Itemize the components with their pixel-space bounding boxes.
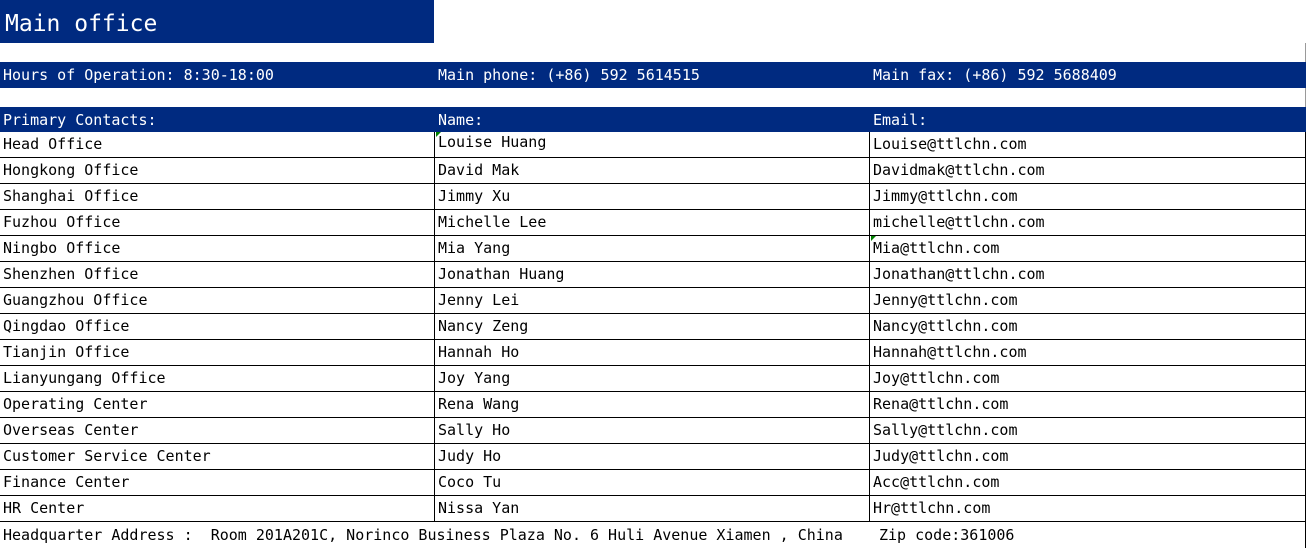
table-row xyxy=(0,340,1306,366)
table-row xyxy=(0,444,1306,470)
email-cell[interactable]: Nancy@ttlchn.com xyxy=(870,314,1306,339)
table-row xyxy=(0,288,1306,314)
email-cell[interactable]: Joy@ttlchn.com xyxy=(870,366,1306,391)
name-cell[interactable]: Judy Ho xyxy=(435,444,870,469)
comment-indicator-icon xyxy=(871,236,876,241)
table-row xyxy=(0,392,1306,418)
name-cell[interactable]: Rena Wang xyxy=(435,392,870,417)
office-cell[interactable]: Operating Center xyxy=(0,392,435,417)
name-cell[interactable]: Nancy Zeng xyxy=(435,314,870,339)
email-cell[interactable]: Jimmy@ttlchn.com xyxy=(870,184,1306,209)
table-row xyxy=(0,158,1306,184)
email-cell[interactable]: Acc@ttlchn.com xyxy=(870,470,1306,495)
email-cell[interactable]: Hannah@ttlchn.com xyxy=(870,340,1306,365)
table-row xyxy=(0,132,1306,158)
table-row xyxy=(0,470,1306,496)
name-cell[interactable]: Jimmy Xu xyxy=(435,184,870,209)
email-cell[interactable]: Rena@ttlchn.com xyxy=(870,392,1306,417)
name-cell[interactable]: Hannah Ho xyxy=(435,340,870,365)
fax-cell[interactable]: Main fax: (+86) 592 5688409 xyxy=(873,66,1117,84)
table-row xyxy=(0,418,1306,444)
name-cell[interactable]: Sally Ho xyxy=(435,418,870,443)
email-cell[interactable]: Sally@ttlchn.com xyxy=(870,418,1306,443)
comment-indicator-icon xyxy=(436,132,441,137)
email-cell[interactable]: Hr@ttlchn.com xyxy=(870,496,1306,521)
name-cell[interactable]: Louise Huang xyxy=(435,132,870,157)
contacts-table xyxy=(0,132,1306,522)
office-cell[interactable]: Fuzhou Office xyxy=(0,210,435,235)
name-cell[interactable]: Nissa Yan xyxy=(435,496,870,521)
name-cell[interactable]: Joy Yang xyxy=(435,366,870,391)
headquarter-address[interactable]: Headquarter Address : Room 201A201C, Norinco Business Plaza No. 6 Huli Avenue Xiamen , China Zip code:361006 xyxy=(0,522,1306,548)
email-cell[interactable]: Davidmak@ttlchn.com xyxy=(870,158,1306,183)
office-cell[interactable]: Shanghai Office xyxy=(0,184,435,209)
email-cell[interactable]: Judy@ttlchn.com xyxy=(870,444,1306,469)
name-cell[interactable]: David Mak xyxy=(435,158,870,183)
hours-cell[interactable]: Hours of Operation: 8:30-18:00 xyxy=(3,66,274,84)
office-cell[interactable]: Shenzhen Office xyxy=(0,262,435,287)
name-cell[interactable]: Jonathan Huang xyxy=(435,262,870,287)
email-cell[interactable]: Jenny@ttlchn.com xyxy=(870,288,1306,313)
name-cell[interactable]: Mia Yang xyxy=(435,236,870,261)
phone-cell[interactable]: Main phone: (+86) 592 5614515 xyxy=(438,66,700,84)
office-cell[interactable]: Hongkong Office xyxy=(0,158,435,183)
email-cell[interactable]: michelle@ttlchn.com xyxy=(870,210,1306,235)
email-cell[interactable]: Jonathan@ttlchn.com xyxy=(870,262,1306,287)
office-cell[interactable]: Qingdao Office xyxy=(0,314,435,339)
table-row xyxy=(0,236,1306,262)
office-cell[interactable]: Finance Center xyxy=(0,470,435,495)
office-cell[interactable]: Guangzhou Office xyxy=(0,288,435,313)
name-cell[interactable]: Jenny Lei xyxy=(435,288,870,313)
email-cell[interactable]: Mia@ttlchn.com xyxy=(870,236,1306,261)
hours-band xyxy=(0,62,1306,88)
office-cell[interactable]: Lianyungang Office xyxy=(0,366,435,391)
table-row xyxy=(0,366,1306,392)
office-cell[interactable]: Customer Service Center xyxy=(0,444,435,469)
table-row xyxy=(0,314,1306,340)
office-cell[interactable]: Overseas Center xyxy=(0,418,435,443)
table-row xyxy=(0,496,1306,522)
email-cell[interactable]: Louise@ttlchn.com xyxy=(870,132,1306,157)
office-cell[interactable]: Tianjin Office xyxy=(0,340,435,365)
table-header xyxy=(0,107,1306,132)
office-cell[interactable]: Head Office xyxy=(0,132,435,157)
office-cell[interactable]: Ningbo Office xyxy=(0,236,435,261)
table-row xyxy=(0,184,1306,210)
header-name[interactable]: Name: xyxy=(438,111,484,129)
name-cell[interactable]: Coco Tu xyxy=(435,470,870,495)
name-cell[interactable]: Michelle Lee xyxy=(435,210,870,235)
header-primary-contacts[interactable]: Primary Contacts: xyxy=(3,111,157,129)
header-email[interactable]: Email: xyxy=(873,111,928,129)
page-title: Main office xyxy=(0,0,434,43)
table-row xyxy=(0,262,1306,288)
office-cell[interactable]: HR Center xyxy=(0,496,435,521)
table-row xyxy=(0,210,1306,236)
